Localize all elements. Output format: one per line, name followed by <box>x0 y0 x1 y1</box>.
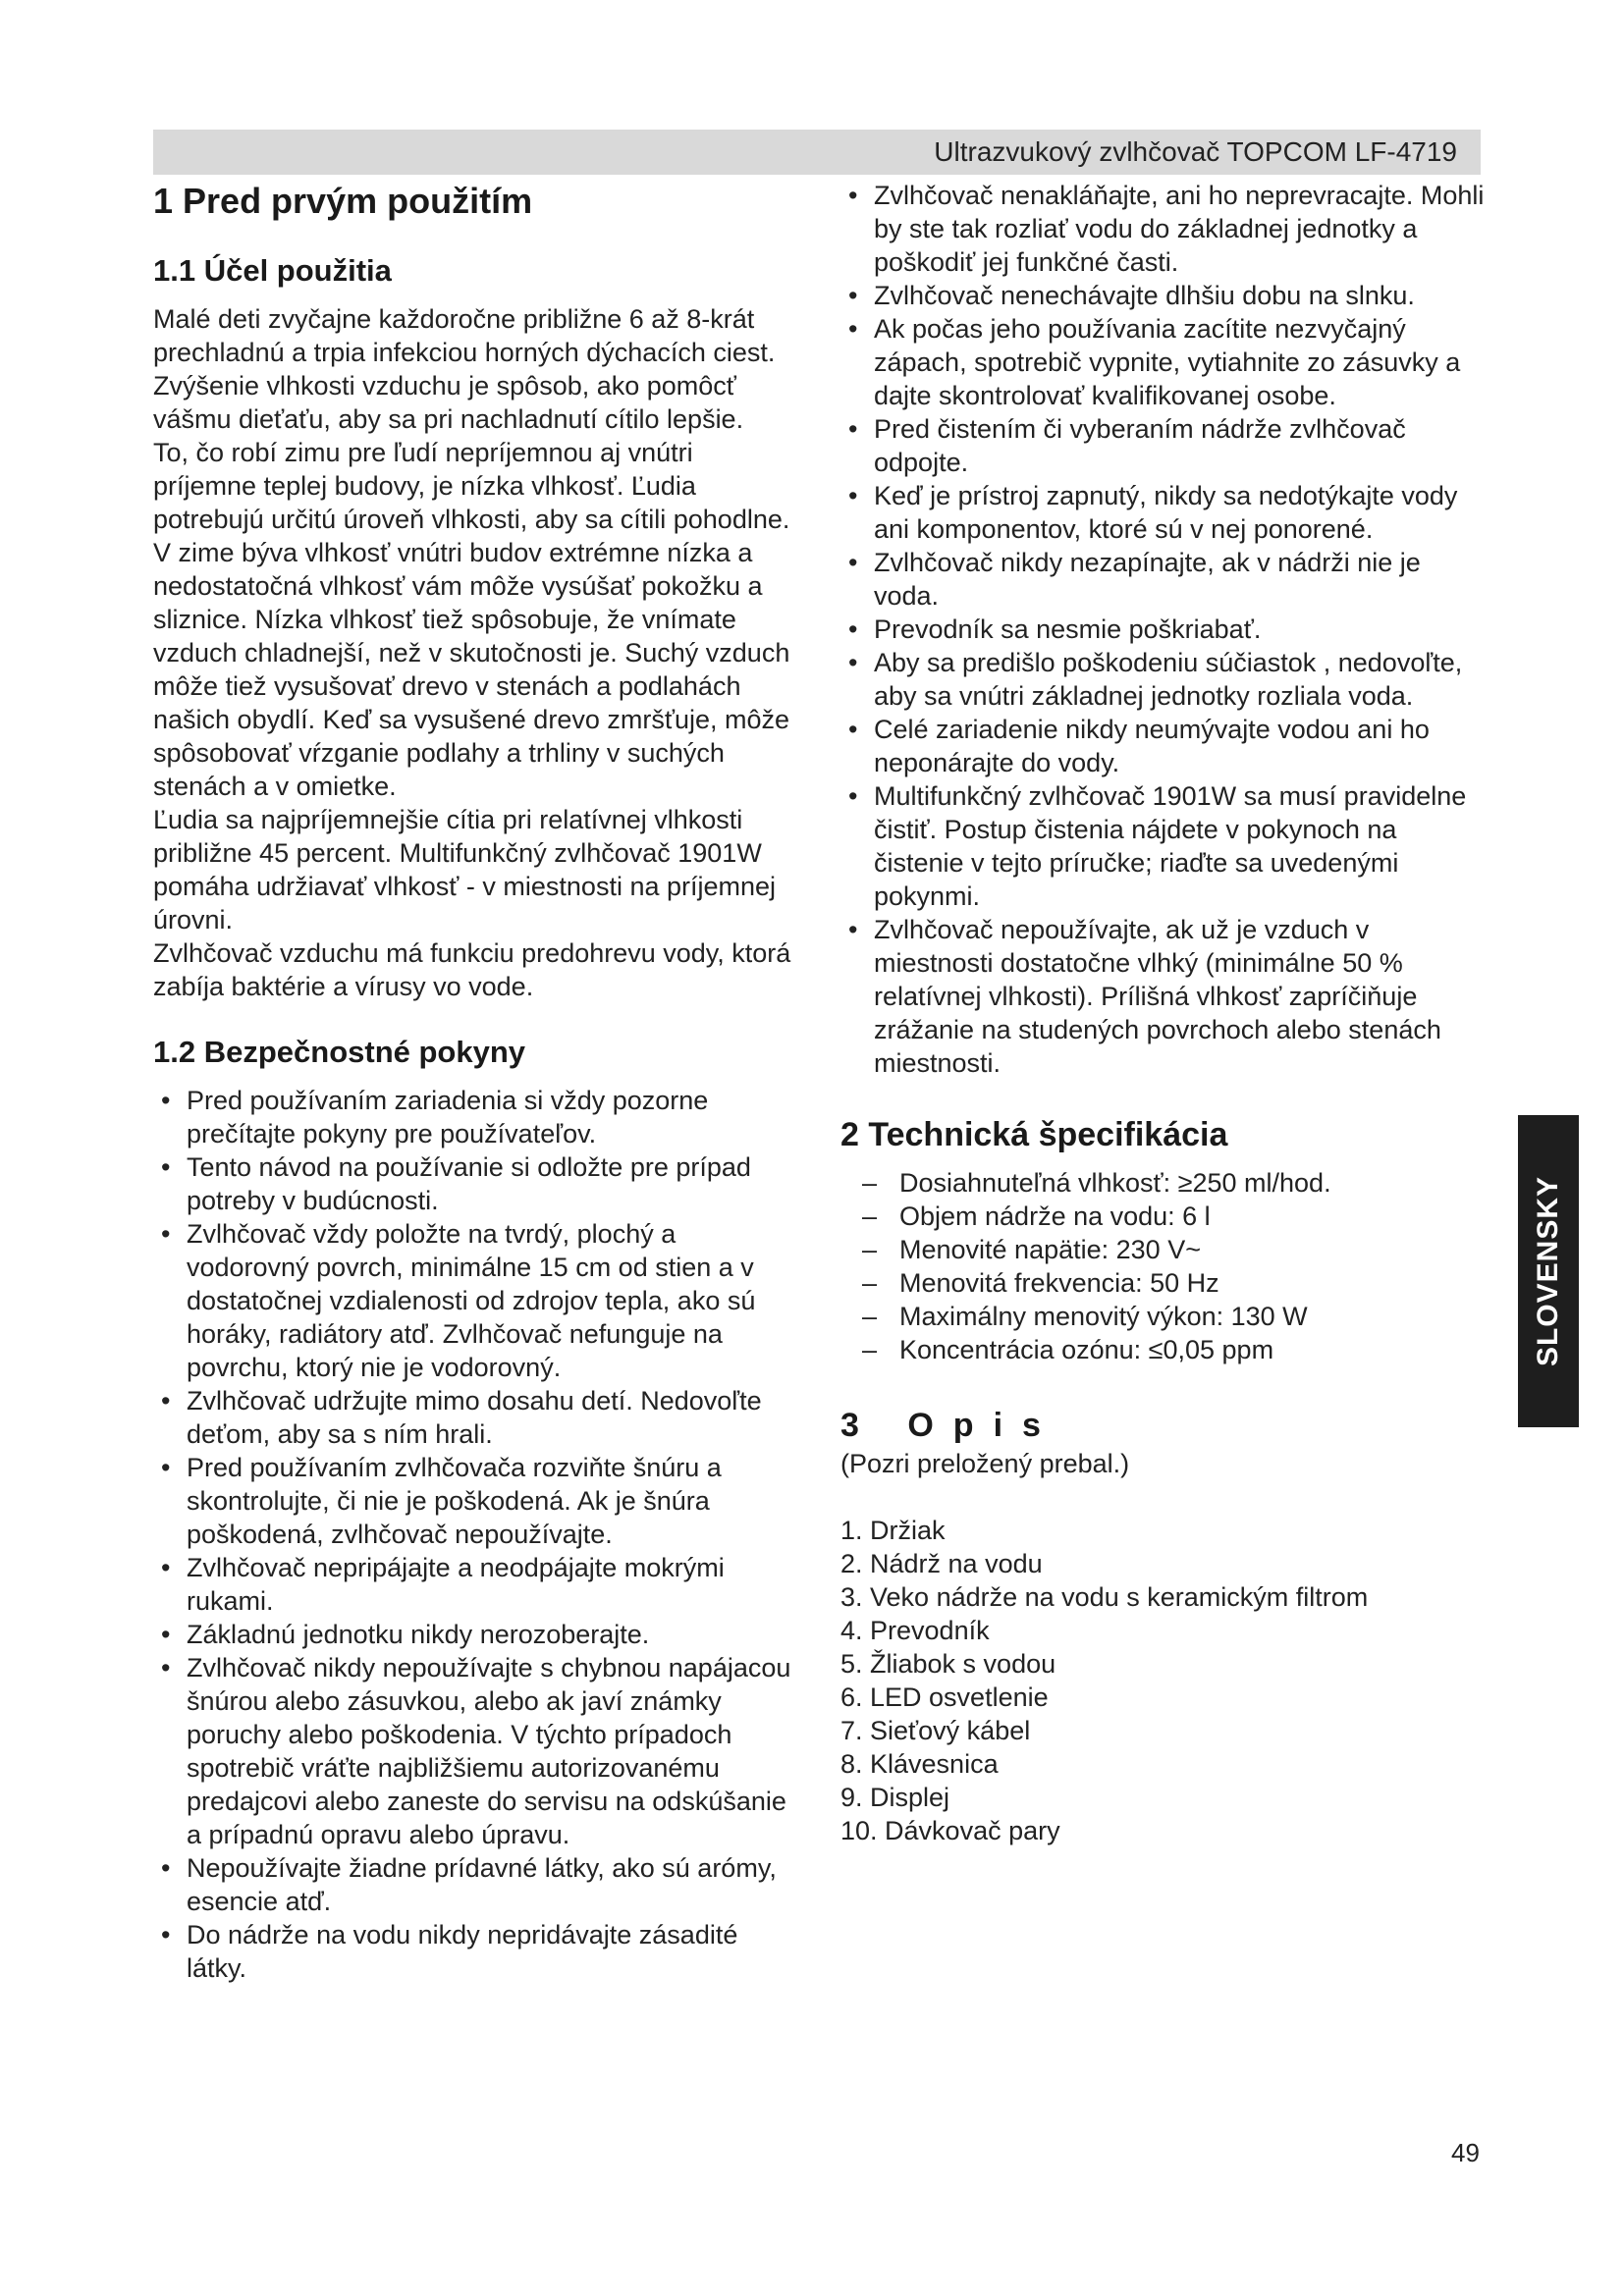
list-item: • Zvlhčovač nepoužívajte, ak už je vzduch v miestnosti dostatočne vlhký (minimálne 50 % relatívnej vlhkosti). Prílišná vlhkosť zapríčiňuje zrážanie na studených povrchoch alebo stenách miestnosti. <box>840 913 1489 1080</box>
section2-title: 2 Technická špecifikácia <box>840 1116 1228 1153</box>
section1-1-title: 1.1 Účel použitia <box>153 253 392 288</box>
list-item: • Keď je prístroj zapnutý, nikdy sa nedotýkajte vody ani komponentov, ktoré sú v nej ponorené. <box>840 479 1489 546</box>
section1-title: 1 Pred prvým použitím <box>153 181 533 221</box>
part-item: 7. Sieťový kábel <box>840 1716 1031 1745</box>
list-item: • Ak počas jeho používania zacítite nezvyčajný zápach, spotrebič vypnite, vytiahnite zo zásuvky a dajte skontrolovať kvalifikovanej osobe. <box>840 312 1489 412</box>
list-item: • Zvlhčovač nenechávajte dlhšiu dobu na slnku. <box>840 279 1489 312</box>
paragraph: To, čo robí zimu pre ľudí nepríjemnou aj vnútri príjemne teplej budovy, je nízka vlhkosť. Ľudia potrebujú určitú úroveň vlhkosti, aby sa cítili pohodlne. V zime býva vlhkosť vnútri budov extrémne nízka a nedostatočná vlhkosť vám môže vysúšať pokožku a sliznice. Nízka vlhkosť tiež spôsobuje, že vnímate vzduch chladnejší, než v skutočnosti je. Suchý vzduch môže tiež vysušovať drevo v stenách a podlahách našich obydlí. Keď sa vysušené drevo zmršťuje, môže spôsobovať vŕzganie podlahy a trhliny v suchých stenách a v omietke. <box>153 438 790 801</box>
part-item: 10. Dávkovač pary <box>840 1816 1060 1845</box>
section1-2-title: 1.2 Bezpečnostné pokyny <box>153 1035 526 1069</box>
part-item: 8. Klávesnica <box>840 1749 999 1779</box>
list-item: • Prevodník sa nesmie poškriabať. <box>840 613 1489 646</box>
spec-item: – Menovitá frekvencia: 50 Hz <box>840 1266 1489 1300</box>
list-item: • Pred používaním zariadenia si vždy pozorne prečítajte pokyny pre používateľov. <box>153 1084 791 1150</box>
page-number: 49 <box>1451 2138 1480 2167</box>
part-item: 3. Veko nádrže na vodu s keramickým filtrom <box>840 1582 1369 1612</box>
part-item: 2. Nádrž na vodu <box>840 1549 1043 1578</box>
language-tab-label: SLOVENSKY <box>1532 1175 1564 1367</box>
section3-note: (Pozri preložený prebal.) <box>840 1449 1130 1478</box>
header-bar <box>153 130 1481 175</box>
list-item: • Zvlhčovač udržujte mimo dosahu detí. Nedovoľte deťom, aby sa s ním hrali. <box>153 1384 791 1451</box>
left-column <box>153 179 791 1985</box>
list-item: • Pred používaním zvlhčovača rozviňte šnúru a skontrolujte, či nie je poškodená. Ak je šnúra poškodená, zvlhčovač nepoužívajte. <box>153 1451 791 1551</box>
list-item: • Tento návod na používanie si odložte pre prípad potreby v budúcnosti. <box>153 1150 791 1217</box>
spec-item: – Menovité napätie: 230 V~ <box>840 1233 1489 1266</box>
list-item: • Zvlhčovač nenakláňajte, ani ho neprevracajte. Mohli by ste tak rozliať vodu do základnej jednotky a poškodiť jej funkčné časti. <box>840 179 1489 279</box>
spec-item: – Objem nádrže na vodu: 6 l <box>840 1200 1489 1233</box>
list-item: • Pred čistením či vyberaním nádrže zvlhčovač odpojte. <box>840 412 1489 479</box>
list-item: • Základnú jednotku nikdy nerozoberajte. <box>153 1618 791 1651</box>
safety-list <box>153 1084 791 1985</box>
part-item: 6. LED osvetlenie <box>840 1682 1049 1712</box>
paragraph: Zvlhčovač vzduchu má funkciu predohrevu vody, ktorá zabíja baktérie a vírusy vo vode. <box>153 938 791 1001</box>
spec-item: – Maximálny menovitý výkon: 130 W <box>840 1300 1489 1333</box>
list-item: • Zvlhčovač nikdy nezapínajte, ak v nádrži nie je voda. <box>840 546 1489 613</box>
list-item: • Aby sa predišlo poškodeniu súčiastok , nedovoľte, aby sa vnútri základnej jednotky rozliala voda. <box>840 646 1489 713</box>
spec-item: – Koncentrácia ozónu: ≤0,05 ppm <box>840 1333 1489 1366</box>
part-item: 4. Prevodník <box>840 1616 990 1645</box>
parts-list <box>840 1514 1489 1847</box>
safety-list-continued <box>840 179 1489 1080</box>
right-column <box>840 179 1489 1847</box>
language-tab <box>1518 1115 1579 1427</box>
list-item: • Nepoužívajte žiadne prídavné látky, ako sú arómy, esencie atď. <box>153 1851 791 1918</box>
list-item: • Multifunkčný zvlhčovač 1901W sa musí pravidelne čistiť. Postup čistenia nájdete v pokynoch na čistenie v tejto príručke; riaďte sa uvedenými pokynmi. <box>840 779 1489 913</box>
list-item: • Zvlhčovač nikdy nepoužívajte s chybnou napájacou šnúrou alebo zásuvkou, alebo ak javí známky poruchy alebo poškodenia. V týchto prípadoch spotrebič vráťte najbližšiemu autorizovanému predajcovi alebo zaneste do servisu na odskúšanie a prípadnú opravu alebo úpravu. <box>153 1651 791 1851</box>
paragraph: Ľudia sa najpríjemnejšie cítia pri relatívnej vlhkosti približne 45 percent. Multifunkčný zvlhčovač 1901W pomáha udržiavať vlhkosť - v miestnosti na príjemnej úrovni. <box>153 805 777 934</box>
part-item: 1. Držiak <box>840 1516 946 1545</box>
section3-title: 3 Opis <box>840 1407 1060 1444</box>
part-item: 5. Žliabok s vodou <box>840 1649 1056 1679</box>
spec-item: – Dosiahnuteľná vlhkosť: ≥250 ml/hod. <box>840 1166 1489 1200</box>
paragraph: Malé deti zvyčajne každoročne približne 6 až 8-krát prechladnú a trpia infekciou horných dýchacích ciest. Zvýšenie vlhkosti vzduchu je spôsob, ako pomôcť vášmu dieťaťu, aby sa pri nachladnutí cítilo lepšie. <box>153 304 776 434</box>
list-item: • Zvlhčovač vždy položte na tvrdý, plochý a vodorovný povrch, minimálne 15 cm od stien a v dostatočnej vzdialenosti od zdrojov tepla, ako sú horáky, radiátory atď. Zvlhčovač nefunguje na povrchu, ktorý nie je vodorovný. <box>153 1217 791 1384</box>
document-title: Ultrazvukový zvlhčovač TOPCOM LF-4719 <box>934 136 1457 167</box>
part-item: 9. Displej <box>840 1783 950 1812</box>
list-item: • Zvlhčovač nepripájajte a neodpájajte mokrými rukami. <box>153 1551 791 1618</box>
list-item: • Do nádrže na vodu nikdy nepridávajte zásadité látky. <box>153 1918 791 1985</box>
spec-list <box>840 1166 1489 1366</box>
list-item: • Celé zariadenie nikdy neumývajte vodou ani ho neponárajte do vody. <box>840 713 1489 779</box>
